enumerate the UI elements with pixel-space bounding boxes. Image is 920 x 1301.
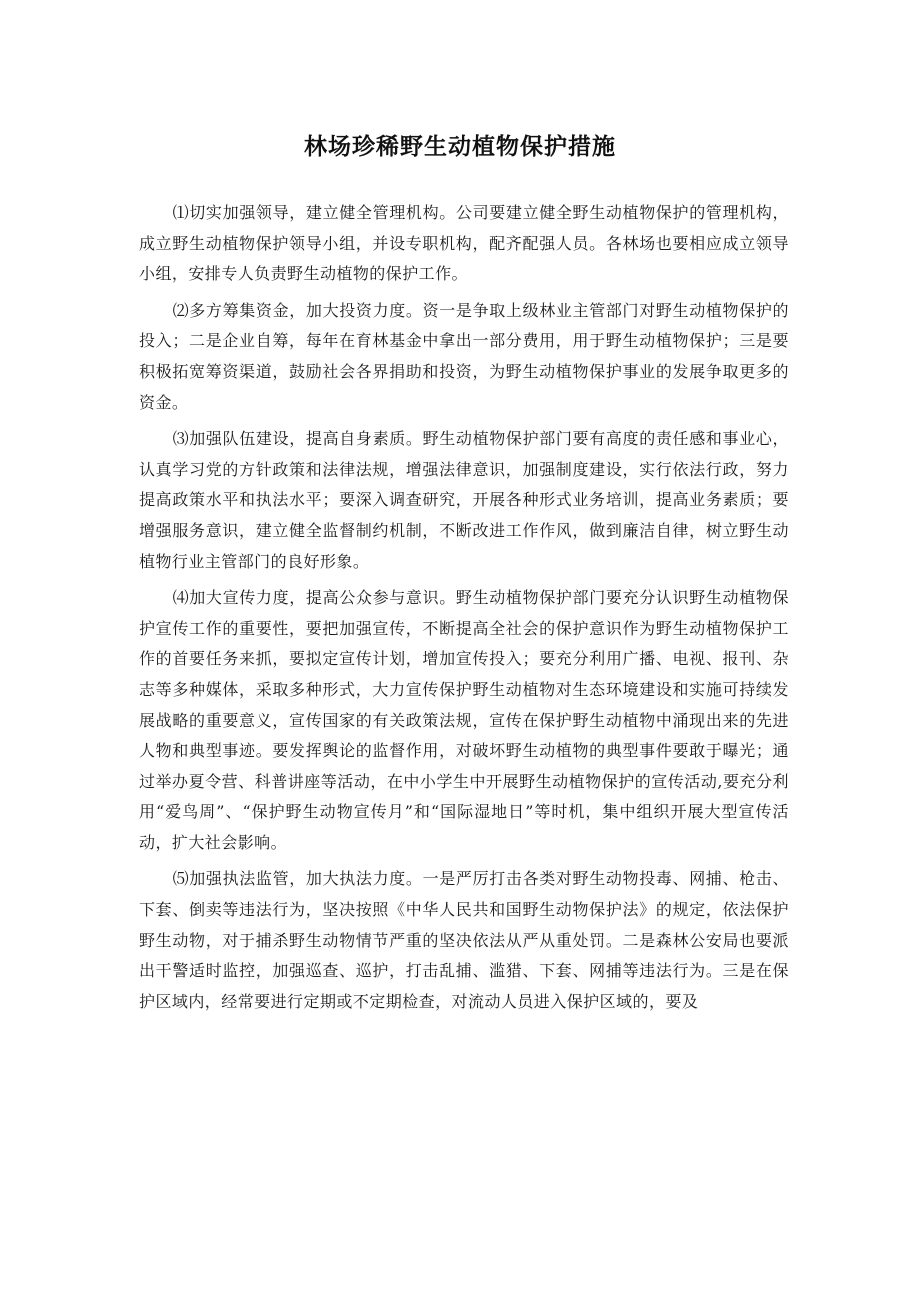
paragraph-4: ⑷加大宣传力度，提高公众参与意识。野生动植物保护部门要充分认识野生动植物保护宣传工作的重要性，要把加强宣传，不断提高全社会的保护意识作为野生动植物保护工作的首要任务来抓，要拟定宣传计划，增加宣传投入；要充分利用广播、电视、报刊、杂志等多种媒体，采取多种形式，大力宣传保护野生动植物对生态环境建设和实施可持续发展战略的重要意义，宣传国家的有关政策法规，宣传在保护野生动植物中涌现出来的先进人物和典型事迹。要发挥舆论的监督作用，对破坏野生动植物的典型事件要敢于曝光；通过举办夏令营、科普讲座等活动，在中小学生中开展野生动植物保护的宣传活动,要充分利用“爱鸟周”、“保护野生动物宣传月”和“国际湿地日”等时机，集中组织开展大型宣传活动，扩大社会影响。 — [139, 588, 789, 852]
paragraph-2: ⑵多方筹集资金，加大投资力度。资一是争取上级林业主管部门对野生动植物保护的投入；二是企业自筹，每年在育林基金中拿出一部分费用，用于野生动植物保护；三是要积极拓宽筹资渠道，鼓励社会各界捐助和投资，为野生动植物保护事业的发展争取更多的资金。 — [139, 300, 789, 412]
paragraph-1: ⑴切实加强领导，建立健全管理机构。公司要建立健全野生动植物保护的管理机构，成立野生动植物保护领导小组，并设专职机构，配齐配强人员。各林场也要相应成立领导小组，安排专人负责野生动植物的保护工作。 — [139, 203, 789, 284]
paragraph-5: ⑸加强执法监管，加大执法力度。一是严厉打击各类对野生动物投毒、网捕、枪击、下套、倒卖等违法行为，坚决按照《中华人民共和国野生动物保护法》的规定，依法保护野生动物，对于捕杀野生动物情节严重的坚决依法从严从重处罚。二是森林公安局也要派出干警适时监控，加强巡查、巡护，打击乱捕、滥猎、下套、网捕等违法行为。三是在保护区域内，经常要进行定期或不定期检查，对流动人员进入保护区域的，要及 — [139, 869, 789, 1011]
document-body — [139, 198, 789, 1023]
document-title: 林场珍稀野生动植物保护措施 — [304, 134, 616, 160]
paragraph-3: ⑶加强队伍建设，提高自身素质。野生动植物保护部门要有高度的责任感和事业心，认真学习党的方针政策和法律法规，增强法律意识，加强制度建设，实行依法行政，努力提高政策水平和执法水平；要深入调查研究，开展各种形式业务培训，提高业务素质；要增强服务意识，建立健全监督制约机制，不断改进工作作风，做到廉洁自律，树立野生动植物行业主管部门的良好形象。 — [139, 429, 789, 571]
